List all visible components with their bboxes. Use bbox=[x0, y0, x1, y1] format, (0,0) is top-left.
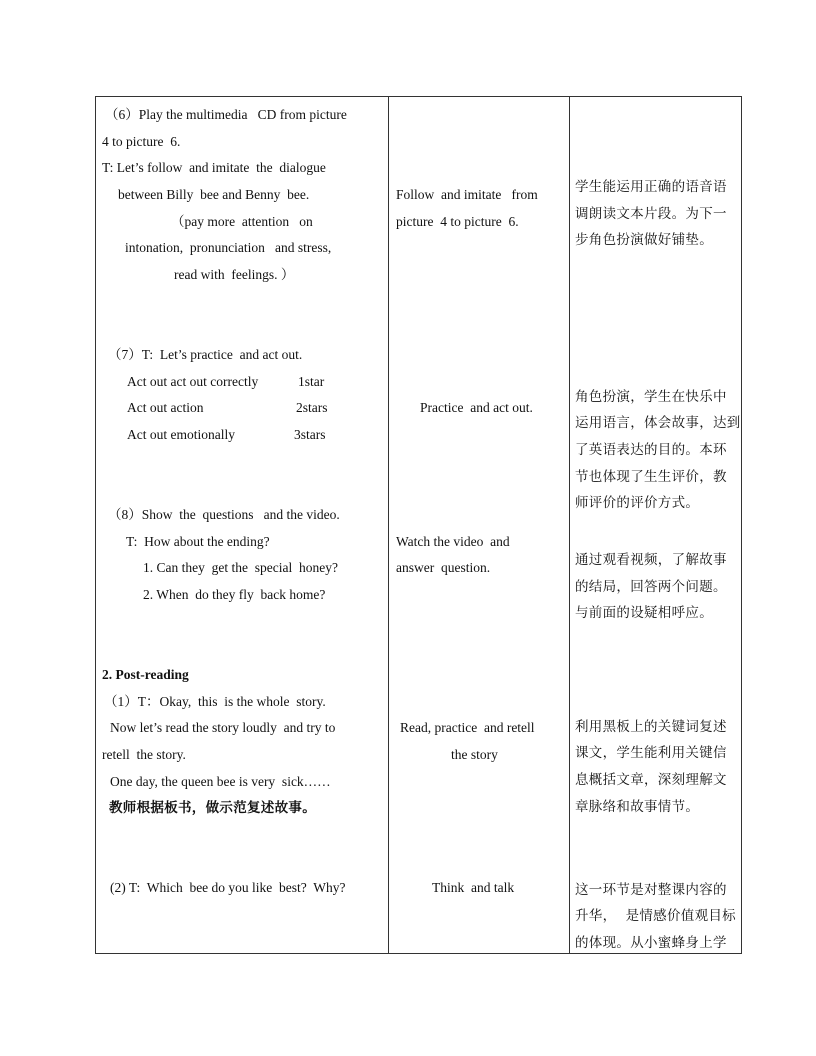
post-student-line-1: Read, practice and retell bbox=[400, 720, 535, 735]
s7-purpose-line-1: 角色扮演，学生在快乐中 bbox=[575, 389, 727, 405]
table-row bbox=[96, 97, 742, 954]
post-line-1: （1）T：Okay, this is the whole story. bbox=[104, 694, 326, 709]
step6-line-3: T: Let’s follow and imitate the dialogue bbox=[102, 160, 326, 175]
p2-purpose-line-1: 这一环节是对整课内容的 bbox=[575, 882, 727, 898]
part2-line-1: (2) T: Which bee do you like best? Why? bbox=[110, 880, 346, 895]
student-activity-column bbox=[389, 97, 570, 954]
post-line-2: Now let’s read the story loudly and try to bbox=[110, 720, 336, 735]
post-purpose-line-2: 课文，学生能利用关键信 bbox=[575, 745, 727, 761]
s7-purpose-line-5: 师评价的评价方式。 bbox=[575, 495, 700, 511]
step6-line-2: 4 to picture 6. bbox=[102, 134, 181, 149]
s7-purpose-line-3: 了英语表达的目的。本环 bbox=[575, 442, 727, 458]
s8-purpose-line-3: 与前面的设疑相呼应。 bbox=[575, 605, 713, 621]
p2-purpose-line-2: 升华， 是情感价值观目标 bbox=[575, 908, 736, 924]
step6-line-7: read with feelings. ） bbox=[174, 267, 295, 282]
post-student-line-2: the story bbox=[451, 747, 498, 762]
criteria-label-3: Act out emotionally bbox=[127, 427, 235, 442]
step8-line-2: T: How about the ending? bbox=[126, 534, 270, 549]
lesson-plan-table bbox=[95, 96, 742, 954]
post-purpose-line-3: 息概括文章，深刻理解文 bbox=[575, 772, 727, 788]
step8-line-1: （8）Show the questions and the video. bbox=[108, 507, 340, 522]
s8-purpose-line-1: 通过观看视频，了解故事 bbox=[575, 552, 727, 568]
post-line-4: One day, the queen bee is very sick…… bbox=[110, 774, 331, 789]
criteria-stars-2: 2stars bbox=[296, 400, 328, 415]
step8-question-2: 2. When do they fly back home? bbox=[143, 587, 326, 602]
p2-student-line-1: Think and talk bbox=[432, 880, 515, 895]
criteria-label-2: Act out action bbox=[127, 400, 204, 415]
post-line-3: retell the story. bbox=[102, 747, 186, 762]
s8-purpose-line-2: 的结局，回答两个问题。 bbox=[575, 579, 727, 595]
s6-purpose-line-2: 调朗读文本片段。为下一 bbox=[575, 206, 727, 222]
step7-line-1: （7）T: Let’s practice and act out. bbox=[108, 347, 303, 362]
s8-student-line-2: answer question. bbox=[396, 560, 491, 575]
s7-purpose-line-4: 节也体现了生生评价，教 bbox=[575, 469, 727, 485]
s7-purpose-line-2: 运用语言，体会故事，达到 bbox=[575, 415, 741, 431]
step6-line-6: intonation, pronunciation and stress, bbox=[125, 240, 332, 255]
s6-student-line-2: picture 4 to picture 6. bbox=[396, 214, 519, 229]
p2-purpose-line-3: 的体现。从小蜜蜂身上学 bbox=[575, 935, 727, 951]
post-reading-heading: 2. Post-reading bbox=[102, 667, 189, 682]
s6-purpose-line-3: 步角色扮演做好铺垫。 bbox=[575, 232, 713, 248]
design-purpose-column bbox=[570, 97, 742, 954]
step6-line-4: between Billy bee and Benny bee. bbox=[118, 187, 310, 202]
s7-student-line-1: Practice and act out. bbox=[420, 400, 533, 415]
criteria-stars-1: 1star bbox=[298, 374, 325, 389]
s6-purpose-line-1: 学生能运用正确的语音语 bbox=[575, 179, 727, 195]
s6-student-line-1: Follow and imitate from bbox=[396, 187, 538, 202]
step8-question-1: 1. Can they get the special honey? bbox=[143, 560, 338, 575]
post-purpose-line-4: 章脉络和故事情节。 bbox=[575, 799, 700, 815]
teacher-activity-column bbox=[96, 97, 389, 954]
criteria-label-1: Act out act out correctly bbox=[127, 374, 259, 389]
post-teacher-note: 教师根据板书，做示范复述故事。 bbox=[109, 800, 316, 816]
step6-line-5: （pay more attention on bbox=[171, 214, 313, 229]
post-purpose-line-1: 利用黑板上的关键词复述 bbox=[575, 719, 727, 735]
criteria-stars-3: 3stars bbox=[294, 427, 326, 442]
step6-line-1: （6）Play the multimedia CD from picture bbox=[105, 107, 347, 122]
s8-student-line-1: Watch the video and bbox=[396, 534, 510, 549]
